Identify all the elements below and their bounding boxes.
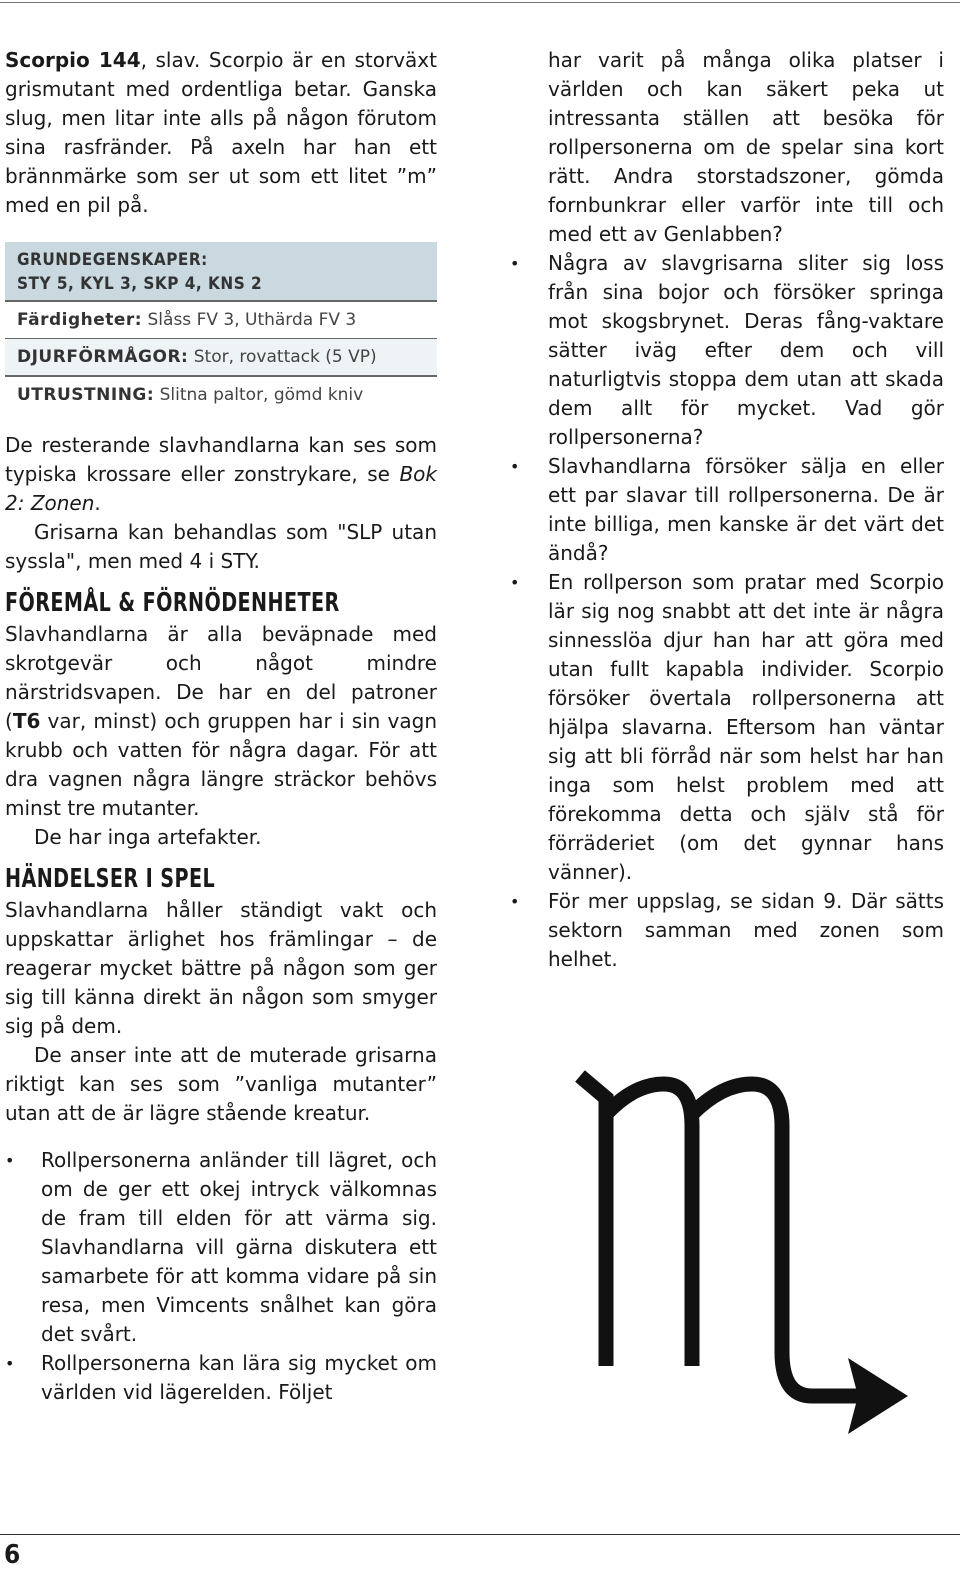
stat-block-header [5,242,437,302]
attributes-values: STY 5, KYL 3, SKP 4, KNS 2 [17,274,263,294]
paragraph-events-2: De anser inte att de muterade grisarna riktigt kan ses som ”vanliga mutanter” utan att de är lägre stående kreatur. [5,1043,437,1125]
page-number: 6 [4,1540,21,1570]
right-bullet-list [510,249,944,974]
paragraph-events-1: Slavhandlarna håller ständigt vakt och uppskattar ärlighet hos främlingar – de reagerar mycket bättre på någon som ger sig till känna direkt än någon som smyger sig på dem. [5,898,437,1038]
bullet-icon: • [5,1354,15,1373]
list-item-text: En rollperson som pratar med Scorpio lär sig nog snabbt att det inte är några sinnesslöa djur han har att göra med utan fullt kapabla individer. Scorpio försöker övertala rollpersonerna att hjälpa slavarna. Eftersom han väntar sig att bli förråd när som helst har han inga som helst problem med att förekomma detta och själv stå för förräderiet (om det gynnar hans vänner). [548,570,944,884]
heading-items: FÖREMÅL & FÖRNÖDENHETER [5,588,340,618]
paragraph-rest-1-text: De resterande slavhandlarna kan ses som typiska krossare eller zonstrykare, se [5,433,437,486]
book-reference: Bok 2: Zonen [5,462,437,515]
list-item-text: Några av slavgrisarna sliter sig loss från sina bojor och försöker springa mot skogsbrynet. Deras fång-vaktare sätter iväg efter dem och vill naturligtvis stoppa dem utan att skada dem allt för mycket. Vad gör rollpersonerna? [548,251,944,449]
left-bullet-list [5,1146,437,1407]
list-item [510,452,944,568]
bullet-icon: • [510,457,520,476]
right-column [510,46,944,974]
paragraph-rest-2: Grisarna kan behandlas som "SLP utan syssla", men med 4 i STY. [5,520,437,573]
scorpio-name: Scorpio 144 [5,48,141,72]
gear-label: UTRUSTNING: [17,385,155,405]
list-item-text: Slavhandlarna försöker sälja en eller ett par slavar till rollpersonerna. De är inte billiga, men kanske är det värt det ändå? [548,454,944,565]
skills-row [5,302,437,339]
bullet-icon: • [5,1151,15,1170]
paragraph-items-1c: var, minst) och gruppen har i sin vagn krubb och vatten för några dagar. För att dra vagnen några längre sträckor behövs minst tre mutanter. [5,709,437,820]
scorpio-intro-text: , slav. Scorpio är en storväxt grismutant med ordentliga betar. Ganska slug, men litar inte alls på någon förutom sina rasfränder. På axeln har han ett brännmärke som ser ut som ett litet ”m” med en pil på. [5,48,437,217]
list-item-text: Rollpersonerna kan lära sig mycket om världen vid lägerelden. Följet [41,1351,437,1404]
bullet-icon: • [510,892,520,911]
paragraph-continued: har varit på många olika platser i världen och kan säkert peka ut intressanta ställen att besöka för rollpersonerna om de spelar sina kort rätt. Andra storstadszoner, gömda fornbunkrar eller varför inte till och med ett av Genlabben? [548,48,944,246]
scorpio-zodiac-icon [572,1066,912,1446]
bullet-icon: • [510,573,520,592]
skills-value: Slåss FV 3, Uthärda FV 3 [142,310,357,330]
bullet-icon: • [510,254,520,273]
attributes-label: GRUNDEGENSKAPER: [17,250,208,270]
list-item [510,249,944,452]
list-item-text: Rollpersonerna anländer till lägret, och om de ger ett okej intryck välkomnas de fram till elden för att värma sig. Slavhandlarna vill gärna diskutera ett samarbete för att komma vidare på sin resa, men Vimcents snålhet kan göra det svårt. [41,1148,437,1346]
paragraph-items-1 [5,620,437,823]
skills-label: Färdigheter: [17,310,143,330]
paragraph-rest-1 [5,431,437,518]
bottom-rule [0,1534,960,1535]
heading-events: HÄNDELSER I SPEL [5,864,216,894]
gear-row [5,377,437,413]
mutations-label: DJURFÖRMÅGOR: [17,347,189,367]
list-item [5,1349,437,1407]
dice-reference: T6 [12,709,41,733]
paragraph-rest-1-end: . [94,491,101,515]
left-column [5,46,437,1407]
mutations-row [5,339,437,377]
scorpio-intro [5,46,437,220]
list-item [5,1146,437,1349]
stat-block [5,242,437,413]
gear-value: Slitna paltor, gömd kniv [154,385,364,405]
mutations-value: Stor, rovattack (5 VP) [188,347,377,367]
paragraph-items-1a: Slavhandlarna är alla beväpnade med skrotgevär och något mindre närstridsvapen. De har en del patroner ( [5,622,437,733]
paragraph-items-2: De har inga artefakter. [34,825,262,849]
list-item-text: För mer uppslag, se sidan 9. Där sätts sektorn samman med zonen som helhet. [548,889,944,971]
list-item [510,568,944,887]
top-rule [0,2,960,3]
list-item [510,887,944,974]
